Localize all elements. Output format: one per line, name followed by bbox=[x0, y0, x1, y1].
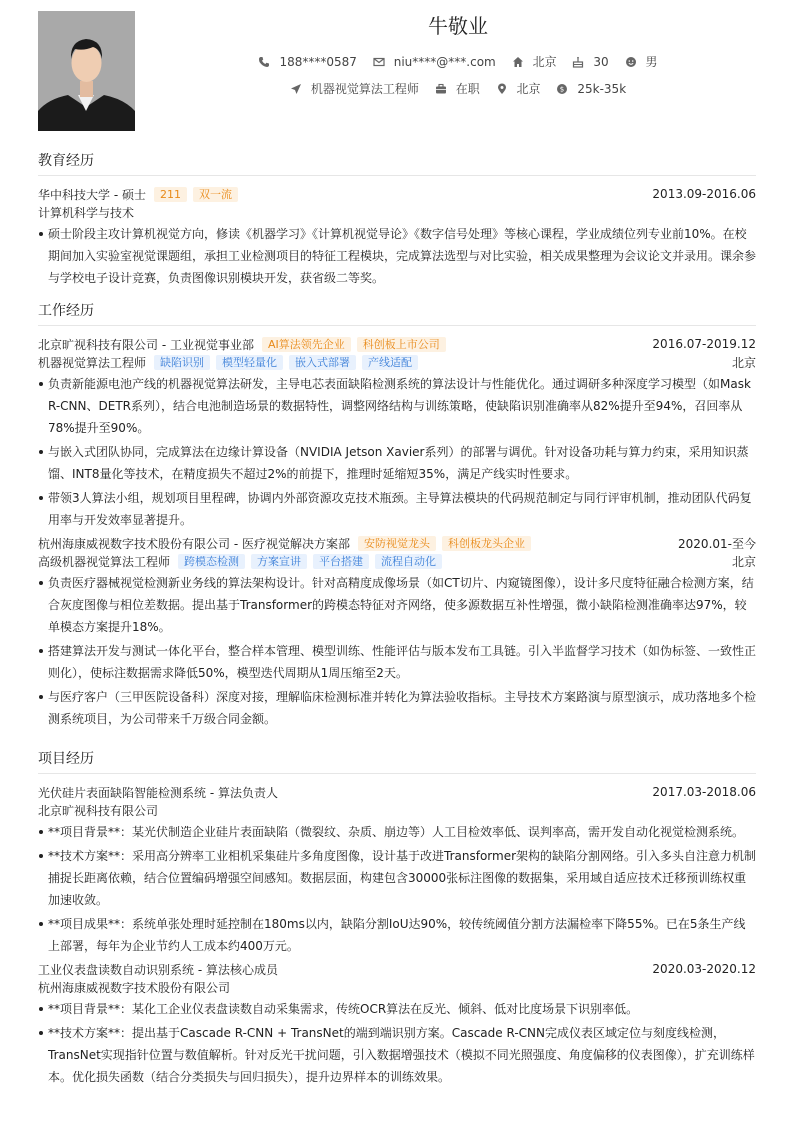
school-degree: 华中科技大学 - 硕士 bbox=[38, 187, 146, 202]
skill-tag: 模型轻量化 bbox=[216, 355, 283, 370]
list-item: 与医疗客户（三甲医院设备科）深度对接，理解临床检测标准并转化为算法验收指标。主导技术方案路演与原型演示，成功落地多个检测系统项目，为公司带来千万级合同金额。 bbox=[38, 686, 756, 730]
company-tag: 科创板龙头企业 bbox=[442, 536, 531, 551]
section-title: 教育经历 bbox=[38, 150, 756, 176]
gender-item bbox=[625, 53, 658, 70]
target-city: 北京 bbox=[516, 82, 541, 96]
list-item: 负责新能源电池产线的机器视觉算法研发，主导电芯表面缺陷检测系统的算法设计与性能优化。通过调研多种深度学习模型（如Mask R-CNN、DETR系列），结合电池制造场景的数据特性，调整网络结构与训练策略，使缺陷识别准确率从82%提升至94%，召回率从78%提升至90%。 bbox=[38, 373, 756, 439]
home-icon bbox=[512, 56, 524, 68]
work-section bbox=[38, 300, 756, 730]
skill-tag: 跨模态检测 bbox=[178, 554, 245, 569]
gender-value: 男 bbox=[645, 55, 658, 69]
education-section bbox=[38, 150, 756, 289]
skill-tag: 平台搭建 bbox=[313, 554, 369, 569]
employment-status: 在职 bbox=[455, 82, 480, 96]
company-department: 杭州海康威视数字技术股份有限公司 - 医疗视觉解决方案部 bbox=[38, 536, 350, 551]
status-item bbox=[435, 80, 480, 97]
list-item: 负责医疗器械视觉检测新业务线的算法架构设计。针对高精度成像场景（如CT切片、内窥镜图像），设计多尺度特征融合检测方案，结合灰度图像与相位差数据。提出基于Transformer的跨模态特征对齐网络，使多源数据互补性增强，微小缺陷检测准确率达97%，较单模态方案提升18%。 bbox=[38, 572, 756, 638]
user-face-icon bbox=[625, 56, 637, 68]
money-icon bbox=[556, 83, 568, 95]
project-company: 杭州海康威视数字技术股份有限公司 bbox=[38, 980, 231, 995]
list-item: **项目背景**：某化工企业仪表盘读数自动采集需求，传统OCR算法在反光、倾斜、低对比度场景下识别率低。 bbox=[38, 998, 756, 1020]
skill-tag: 产线适配 bbox=[362, 355, 418, 370]
mail-icon bbox=[373, 56, 385, 68]
company-tag: 安防视觉龙头 bbox=[358, 536, 436, 551]
salary-item bbox=[556, 82, 626, 96]
city-value: 北京 bbox=[532, 55, 557, 69]
phone-item bbox=[258, 55, 356, 69]
skill-tag: 方案宣讲 bbox=[251, 554, 307, 569]
list-item: **技术方案**：提出基于Cascade R-CNN + TransNet的端到端识别方案。Cascade R-CNN完成仪表区域定位与刻度线检测，TransNet实现指针位置与数值解析。针对反光干扰问题，引入数据增强技术（模拟不同光照强度、角度偏移的仪表图像），扩充训练样本。优化损失函数（结合分类损失与回归损失），提升边界样本的训练效果。 bbox=[38, 1022, 756, 1088]
candidate-name: 牛敬业 bbox=[428, 14, 488, 38]
skill-tag: 嵌入式部署 bbox=[289, 355, 356, 370]
company-tag: 科创板上市公司 bbox=[357, 337, 446, 352]
work-period: 2016.07-2019.12 bbox=[652, 337, 756, 351]
list-item: **技术方案**：采用高分辨率工业相机采集硅片多角度图像，设计基于改进Transformer架构的缺陷分割网络。引入多头自注意力机制捕捉长距离依赖，结合位置编码增强空间感知。数据层面，构建包含30000张标注图像的数据集，采用域自适应技术迁移预训练权重加速收敛。 bbox=[38, 845, 756, 911]
company-tag: AI算法领先企业 bbox=[262, 337, 351, 352]
work-period: 2020.01-至今 bbox=[678, 536, 756, 551]
major: 计算机科学与技术 bbox=[38, 205, 135, 220]
svg-text:$: $ bbox=[560, 85, 565, 94]
city-item bbox=[512, 53, 557, 70]
job-intent-row bbox=[0, 80, 794, 98]
position-item bbox=[290, 80, 419, 97]
list-item: 搭建算法开发与测试一体化平台，整合样本管理、模型训练、性能评估与版本发布工具链。引入半监督学习技术（如伪标签、一致性正则化），使标注数据需求降低50%，模型迭代周期从1周压缩至2天。 bbox=[38, 640, 756, 684]
expected-salary: 25k-35k bbox=[577, 81, 627, 96]
email-item bbox=[373, 55, 496, 69]
skill-tag: 缺陷识别 bbox=[154, 355, 210, 370]
phone-number: 188****0587 bbox=[279, 54, 357, 69]
email-address: niu****@***.com bbox=[393, 54, 496, 69]
project-entry bbox=[38, 783, 756, 957]
education-period: 2013.09-2016.06 bbox=[652, 187, 756, 201]
job-role: 机器视觉算法工程师 bbox=[38, 355, 147, 370]
work-location: 北京 bbox=[731, 554, 756, 569]
school-tag: 双一流 bbox=[193, 187, 238, 202]
work-entry bbox=[38, 534, 756, 730]
list-item: **项目成果**：系统单张处理时延控制在180ms以内，缺陷分割IoU达90%，较传统阈值分割方法漏检率下降55%。已在5条生产线上部署，每年为企业节约人工成本约400万元。 bbox=[38, 913, 756, 957]
phone-icon bbox=[258, 56, 270, 68]
list-item: 带领3人算法小组，规划项目里程碑，协调内外部资源攻克技术瓶颈。主导算法模块的代码规范制定与同行评审机制，推动团队代码复用率与开发效率显著提升。 bbox=[38, 487, 756, 531]
age-item bbox=[572, 55, 608, 69]
work-entry bbox=[38, 335, 756, 531]
project-name: 光伏硅片表面缺陷智能检测系统 - 算法负责人 bbox=[38, 785, 278, 800]
list-item: 与嵌入式团队协同，完成算法在边缘计算设备（NVIDIA Jetson Xavier系列）的部署与调优。针对设备功耗与算力约束，采用知识蒸馏、INT8量化等技术，在精度损失不超过2%的前提下，推理时延缩短35%，满足产线实时性要求。 bbox=[38, 441, 756, 485]
school-tag: 211 bbox=[154, 187, 187, 202]
project-name: 工业仪表盘读数自动识别系统 - 算法核心成员 bbox=[38, 962, 278, 977]
contact-info-row bbox=[0, 53, 794, 71]
skill-tag: 流程自动化 bbox=[375, 554, 442, 569]
education-entry bbox=[38, 185, 756, 289]
target-position: 机器视觉算法工程师 bbox=[310, 82, 419, 96]
projects-section bbox=[38, 748, 756, 1088]
job-role: 高级机器视觉算法工程师 bbox=[38, 554, 171, 569]
briefcase-icon bbox=[435, 83, 447, 95]
project-company: 北京旷视科技有限公司 bbox=[38, 803, 159, 818]
section-title: 工作经历 bbox=[38, 300, 756, 326]
send-icon bbox=[290, 83, 302, 95]
target-city-item bbox=[496, 80, 541, 97]
age-value: 30 bbox=[593, 54, 609, 69]
section-title: 项目经历 bbox=[38, 748, 756, 774]
company-department: 北京旷视科技有限公司 - 工业视觉事业部 bbox=[38, 337, 254, 352]
work-location: 北京 bbox=[731, 355, 756, 370]
project-entry bbox=[38, 960, 756, 1088]
location-pin-icon bbox=[496, 83, 508, 95]
list-item: 硕士阶段主攻计算机视觉方向，修读《机器学习》《计算机视觉导论》《数字信号处理》等核心课程，学业成绩位列专业前10%。在校期间加入实验室视觉课题组，承担工业检测项目的特征工程模块，完成算法选型与对比实验，相关成果整理为会议论文并录用。课余参与学校电子设计竞赛，负责图像识别模块开发，获省级二等奖。 bbox=[38, 223, 756, 289]
project-period: 2017.03-2018.06 bbox=[652, 785, 756, 799]
cake-icon bbox=[572, 56, 584, 68]
project-period: 2020.03-2020.12 bbox=[652, 962, 756, 976]
list-item: **项目背景**：某光伏制造企业硅片表面缺陷（微裂纹、杂质、崩边等）人工目检效率低、误判率高，需开发自动化视觉检测系统。 bbox=[38, 821, 756, 843]
